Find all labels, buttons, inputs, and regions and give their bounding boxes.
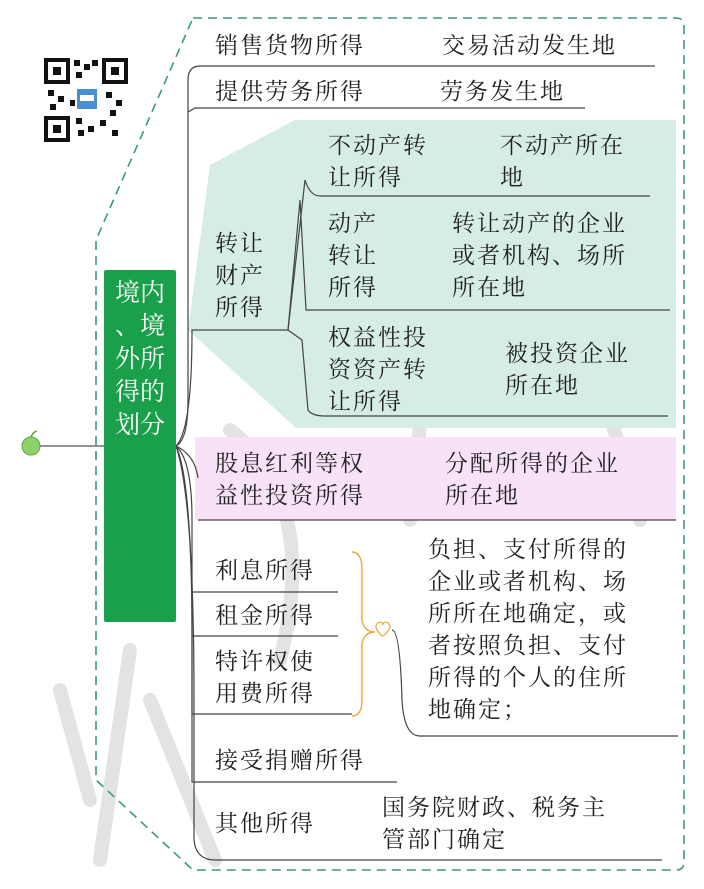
transfer-realestate-place: 不动产所在 地 [500, 133, 625, 191]
transfer-movable-place: 转让动产的企业 或者机构、场所 所在地 [452, 211, 627, 301]
group-place: 负担、支付所得的 企业或者机构、场 所所在地确定，或 者按照负担、支付 所得的个人的住所 地确定； [428, 537, 628, 723]
heart-icon [376, 622, 390, 636]
qr-code-icon [44, 58, 128, 142]
branch-donation-name: 接受捐赠所得 [215, 748, 365, 774]
branch-interest-name: 利息所得 [215, 558, 315, 584]
branch-dividend-name: 股息红利等权 益性投资所得 [215, 451, 365, 509]
transfer-movable-name: 动产 转让 所得 [328, 211, 378, 301]
branch-transfer-name: 转让 财产 所得 [215, 231, 265, 321]
branch-dividend-place: 分配所得的企业 所在地 [445, 451, 620, 509]
branch-rent-name: 租金所得 [215, 603, 315, 629]
branch-royalty-name: 特许权使 用费所得 [215, 649, 315, 707]
root-label: 境内 、境 外所 得的 划分 [114, 278, 165, 439]
transfer-realestate-name: 不动产转 让所得 [328, 133, 428, 191]
branch-sales-place: 交易活动发生地 [442, 33, 617, 59]
branch-service-place: 劳务发生地 [440, 79, 565, 105]
branch-other-name: 其他所得 [215, 811, 315, 837]
branch-service-name: 提供劳务所得 [215, 79, 365, 105]
branch-other-place: 国务院财政、税务主 管部门确定 [382, 795, 607, 853]
transfer-equity-place: 被投资企业 所在地 [505, 341, 630, 399]
apple-icon [22, 431, 40, 455]
group-brace [352, 552, 375, 716]
branch-sales-name: 销售货物所得 [215, 33, 365, 59]
transfer-equity-name: 权益性投 资资产转 让所得 [328, 325, 428, 415]
